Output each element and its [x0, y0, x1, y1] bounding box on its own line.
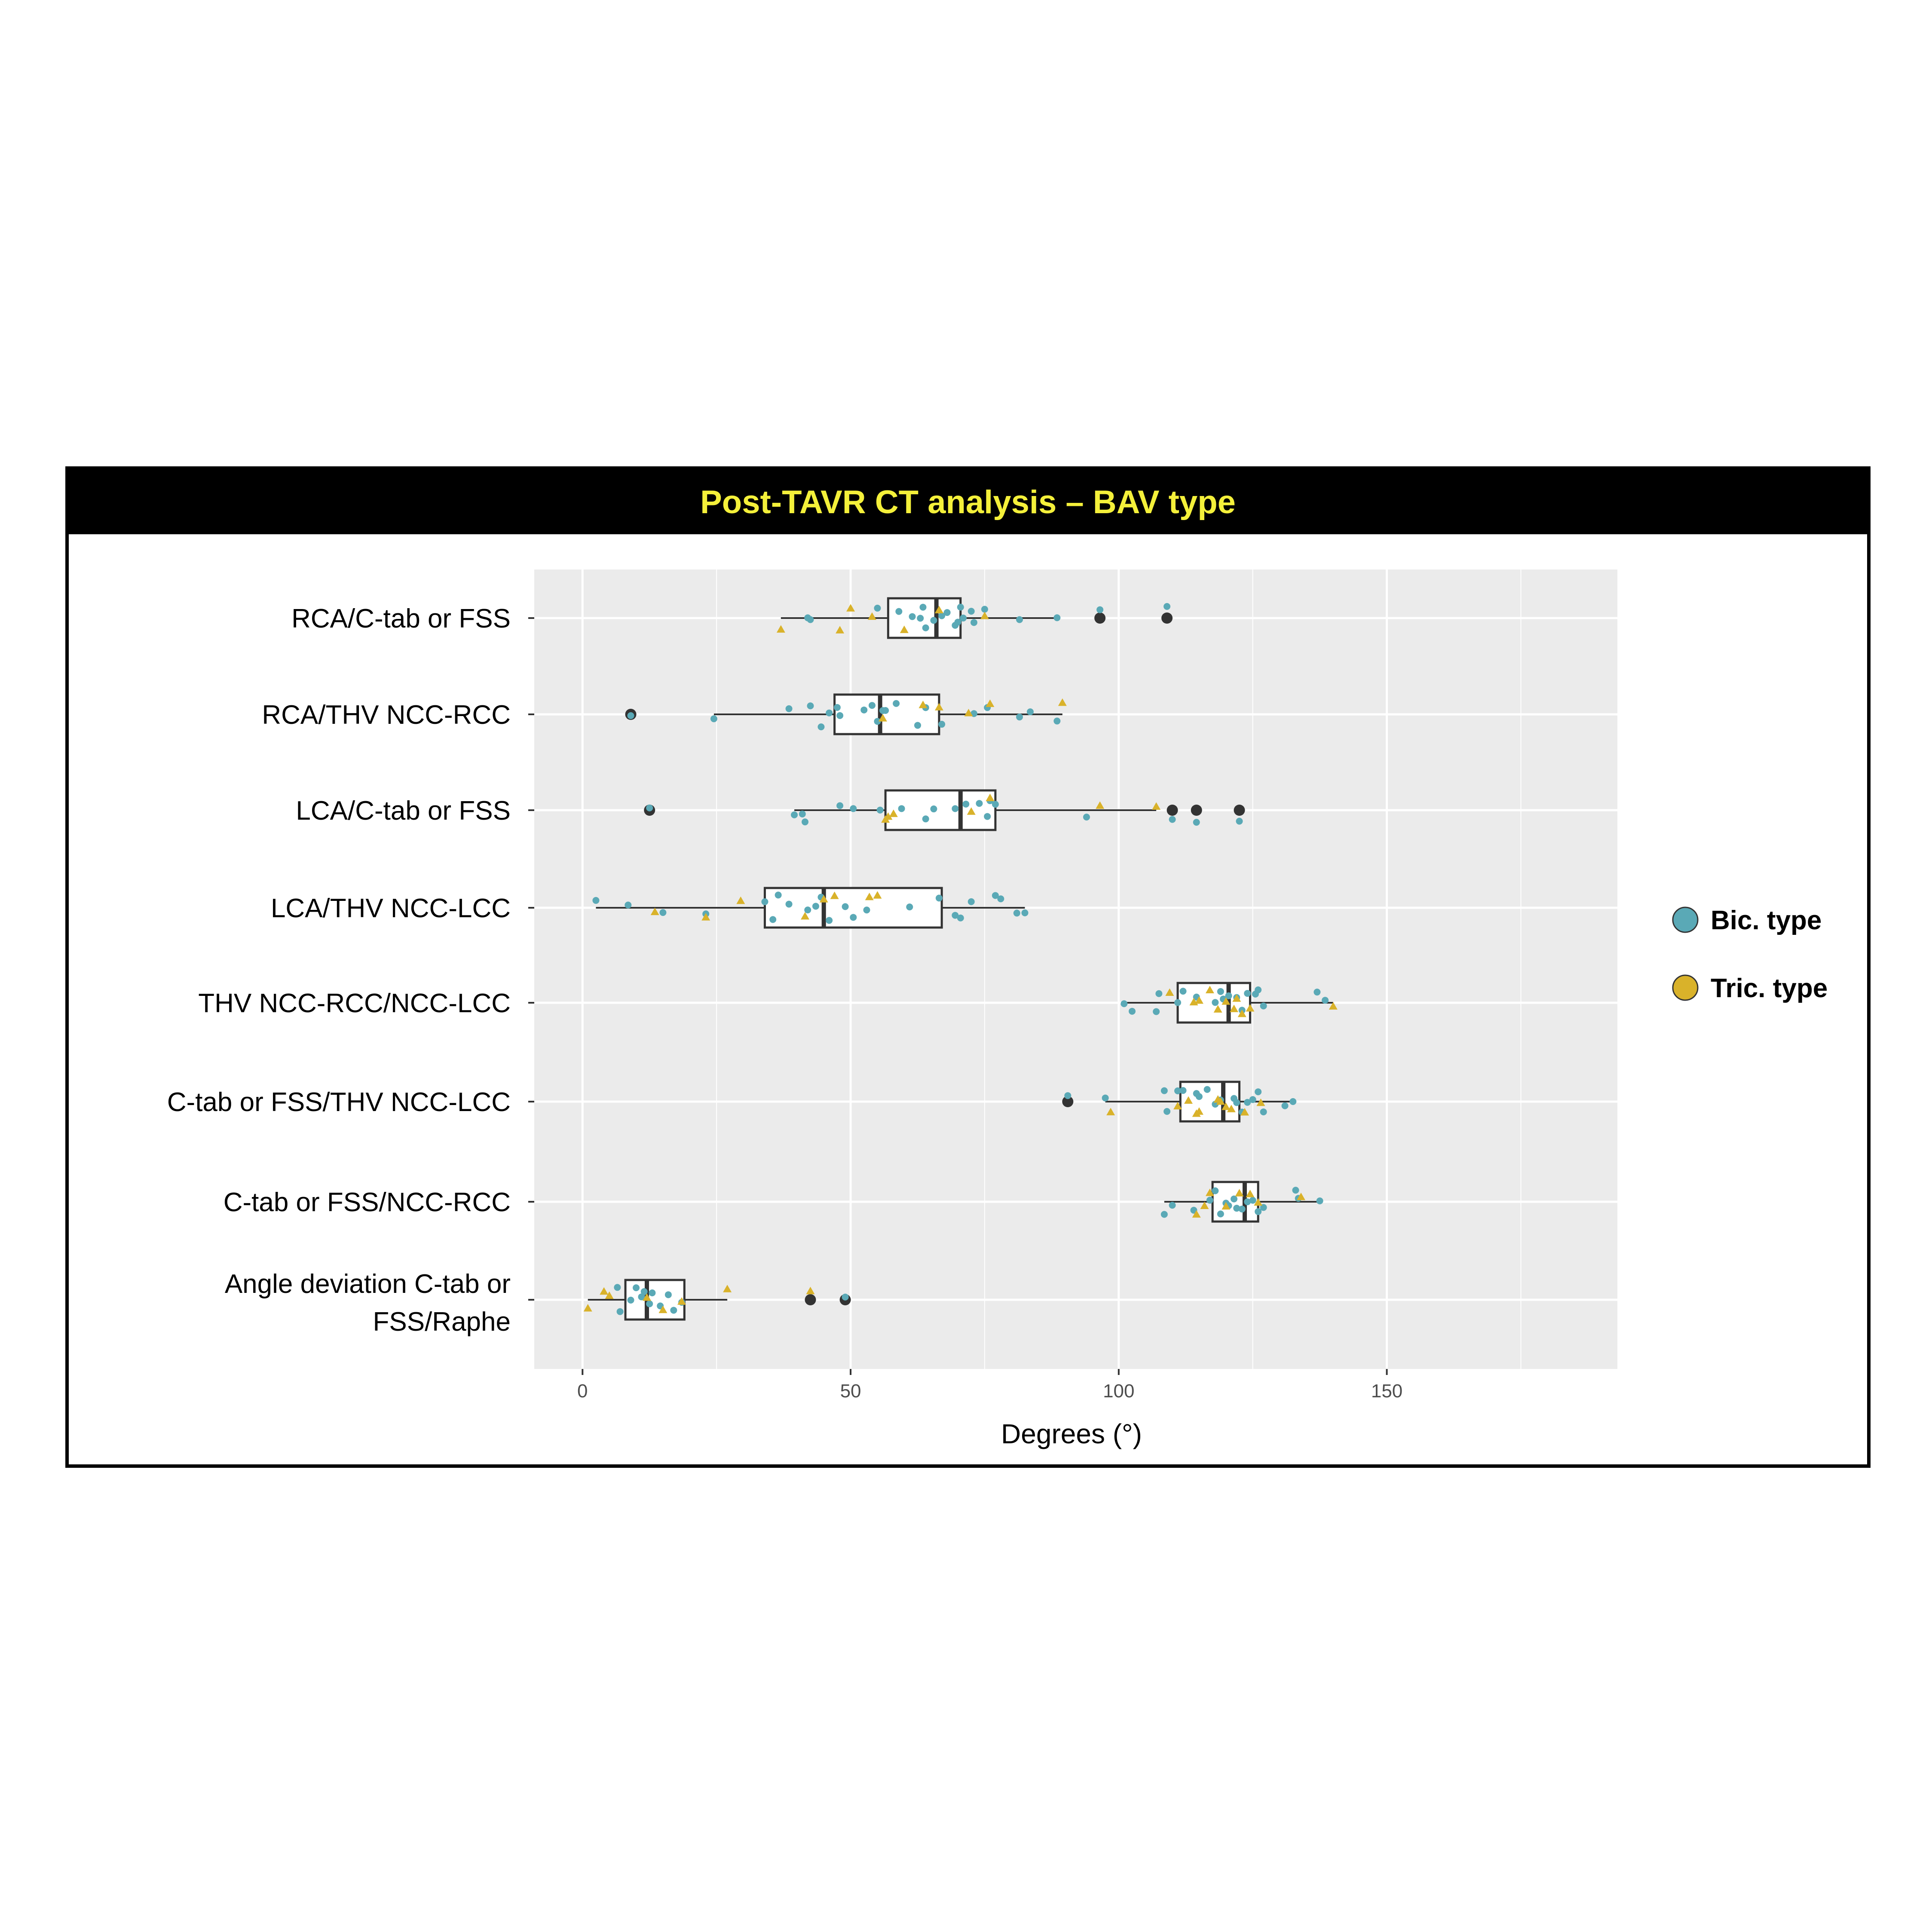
bic-point	[1169, 816, 1176, 823]
bic-point	[1053, 614, 1060, 621]
y-tick-label: LCA/C-tab or FSS	[296, 796, 511, 826]
bic-point	[960, 615, 967, 622]
bic-point	[1021, 909, 1028, 916]
bic-point	[919, 604, 926, 611]
bic-point	[670, 1307, 677, 1314]
y-tick-label: C-tab or FSS/THV NCC-LCC	[167, 1087, 511, 1117]
bic-point	[836, 712, 843, 719]
bic-point	[1161, 1087, 1168, 1094]
box	[835, 695, 939, 734]
bic-point	[1233, 1099, 1240, 1106]
bic-point	[1231, 1195, 1237, 1202]
bic-point	[992, 801, 999, 808]
bic-point	[860, 707, 867, 713]
bic-point	[850, 914, 857, 921]
bic-point	[799, 811, 806, 818]
bic-point	[1212, 999, 1219, 1006]
bic-point	[1169, 1202, 1176, 1209]
bic-point	[863, 906, 870, 913]
y-tick-label: RCA/THV NCC-RCC	[262, 700, 511, 730]
bic-point	[1083, 814, 1090, 821]
bic-point	[936, 895, 943, 902]
bic-point	[922, 625, 929, 631]
bic-point	[962, 801, 969, 808]
y-tick-label: LCA/THV NCC-LCC	[270, 894, 511, 923]
bic-point	[1236, 818, 1243, 825]
bic-point	[952, 805, 958, 812]
legend-marker	[1673, 975, 1698, 1000]
bic-point	[614, 1284, 621, 1291]
bic-point	[1255, 986, 1261, 993]
bic-point	[1217, 988, 1224, 995]
bic-point	[957, 915, 964, 922]
bic-point	[1193, 819, 1200, 826]
bic-point	[877, 807, 884, 814]
bic-point	[981, 606, 988, 612]
bic-point	[802, 818, 808, 825]
bic-point	[625, 902, 631, 909]
box	[765, 888, 942, 928]
x-tick-label: 50	[840, 1381, 861, 1402]
legend-label: Tric. type	[1711, 974, 1828, 1003]
bic-point	[1161, 1211, 1168, 1218]
bic-point	[649, 1289, 655, 1296]
bic-point	[786, 901, 793, 908]
bic-point	[917, 615, 924, 622]
bic-point	[1053, 718, 1060, 725]
bic-point	[895, 608, 902, 615]
bic-point	[842, 1294, 849, 1301]
bic-point	[1322, 997, 1329, 1004]
bic-point	[834, 704, 841, 711]
bic-point	[710, 715, 717, 722]
outlier-point	[1234, 805, 1245, 816]
bic-point	[646, 805, 653, 811]
bic-point	[791, 811, 798, 818]
bic-point	[906, 903, 913, 910]
chart-title: Post-TAVR CT analysis – BAV type	[700, 484, 1236, 521]
bic-point	[804, 906, 811, 913]
bic-point	[968, 608, 975, 615]
plot-panel	[534, 569, 1617, 1369]
bic-point	[898, 805, 905, 812]
bic-point	[1013, 909, 1020, 916]
bic-point	[1180, 1087, 1187, 1094]
bic-point	[665, 1291, 672, 1298]
bic-point	[1096, 606, 1103, 613]
bic-point	[775, 891, 782, 898]
bic-point	[659, 909, 666, 916]
bic-point	[769, 916, 776, 923]
outlier-point	[805, 1294, 816, 1305]
bic-point	[1016, 713, 1023, 720]
bic-point	[1249, 1096, 1256, 1103]
bic-point	[1255, 1088, 1261, 1095]
outlier-point	[1167, 805, 1178, 816]
bic-point	[592, 897, 599, 904]
bic-point	[1317, 1197, 1323, 1204]
bic-point	[930, 805, 937, 812]
legend-marker	[1673, 907, 1698, 932]
bic-point	[826, 710, 833, 716]
bic-point	[1196, 1093, 1203, 1100]
bic-point	[971, 619, 977, 626]
bic-point	[968, 898, 975, 905]
bic-point	[628, 712, 634, 719]
x-tick-label: 150	[1371, 1381, 1403, 1402]
bic-point	[976, 800, 983, 807]
y-tick-label-line: Angle deviation C-tab or	[224, 1269, 511, 1299]
bic-point	[1180, 988, 1187, 995]
bic-point	[882, 707, 889, 714]
bic-point	[1314, 989, 1320, 995]
y-tick-label: RCA/C-tab or FSS	[291, 604, 511, 634]
bic-point	[1289, 1098, 1296, 1105]
y-tick-label	[225, 1269, 511, 1337]
bic-point	[1217, 1210, 1224, 1217]
bic-point	[1155, 990, 1162, 997]
bic-point	[957, 604, 964, 611]
bic-point	[826, 917, 833, 924]
bic-point	[1212, 1188, 1219, 1194]
x-tick-label: 0	[577, 1381, 588, 1402]
y-tick-label: C-tab or FSS/NCC-RCC	[223, 1188, 511, 1217]
bic-point	[761, 898, 768, 905]
bic-point	[1282, 1102, 1289, 1109]
bic-point	[1239, 1206, 1246, 1212]
bic-point	[1102, 1095, 1109, 1102]
bic-point	[836, 802, 843, 809]
outlier-point	[1161, 612, 1173, 624]
outlier-point	[1191, 805, 1202, 816]
bic-point	[1129, 1008, 1136, 1015]
bic-point	[617, 1308, 624, 1315]
bic-point	[1206, 1197, 1213, 1203]
bic-point	[786, 705, 793, 712]
bic-point	[922, 815, 929, 822]
bic-point	[812, 903, 819, 909]
x-axis-title: Degrees (°)	[1001, 1418, 1142, 1449]
bic-point	[874, 605, 881, 612]
bic-point	[1121, 1000, 1127, 1007]
y-tick-label: THV NCC-RCC/NCC-LCC	[198, 989, 511, 1018]
bic-point	[1260, 1108, 1267, 1115]
bic-point	[1064, 1092, 1071, 1099]
bic-point	[842, 903, 849, 910]
bic-point	[1027, 708, 1034, 715]
legend-label: Bic. type	[1711, 906, 1822, 935]
bic-point	[893, 700, 900, 707]
bic-point	[1016, 616, 1023, 623]
bic-point	[938, 721, 945, 728]
bic-point	[1163, 1108, 1170, 1115]
bic-point	[807, 616, 814, 623]
bic-point	[914, 722, 921, 729]
bic-point	[1153, 1008, 1160, 1015]
bic-point	[818, 723, 824, 730]
bic-point	[997, 895, 1004, 902]
bic-point	[628, 1297, 634, 1304]
bic-point	[1204, 1086, 1211, 1093]
bic-point	[633, 1284, 640, 1291]
x-tick-label: 100	[1103, 1381, 1135, 1402]
legend	[1673, 906, 1828, 1003]
bic-point	[984, 813, 991, 820]
y-tick-label-line: FSS/Raphe	[373, 1307, 511, 1337]
bic-point	[930, 617, 937, 624]
outlier-point	[1094, 612, 1105, 624]
bic-point	[646, 1300, 653, 1307]
bic-point	[869, 702, 876, 709]
bic-point	[944, 609, 951, 616]
bic-point	[1249, 1197, 1256, 1204]
bic-point	[1260, 1002, 1267, 1009]
bic-point	[1292, 1187, 1299, 1194]
bic-point	[807, 702, 814, 709]
bic-point	[1174, 999, 1181, 1006]
bic-point	[1163, 603, 1170, 610]
bic-point	[909, 613, 916, 620]
bic-point	[1244, 990, 1251, 997]
bic-point	[850, 805, 857, 812]
